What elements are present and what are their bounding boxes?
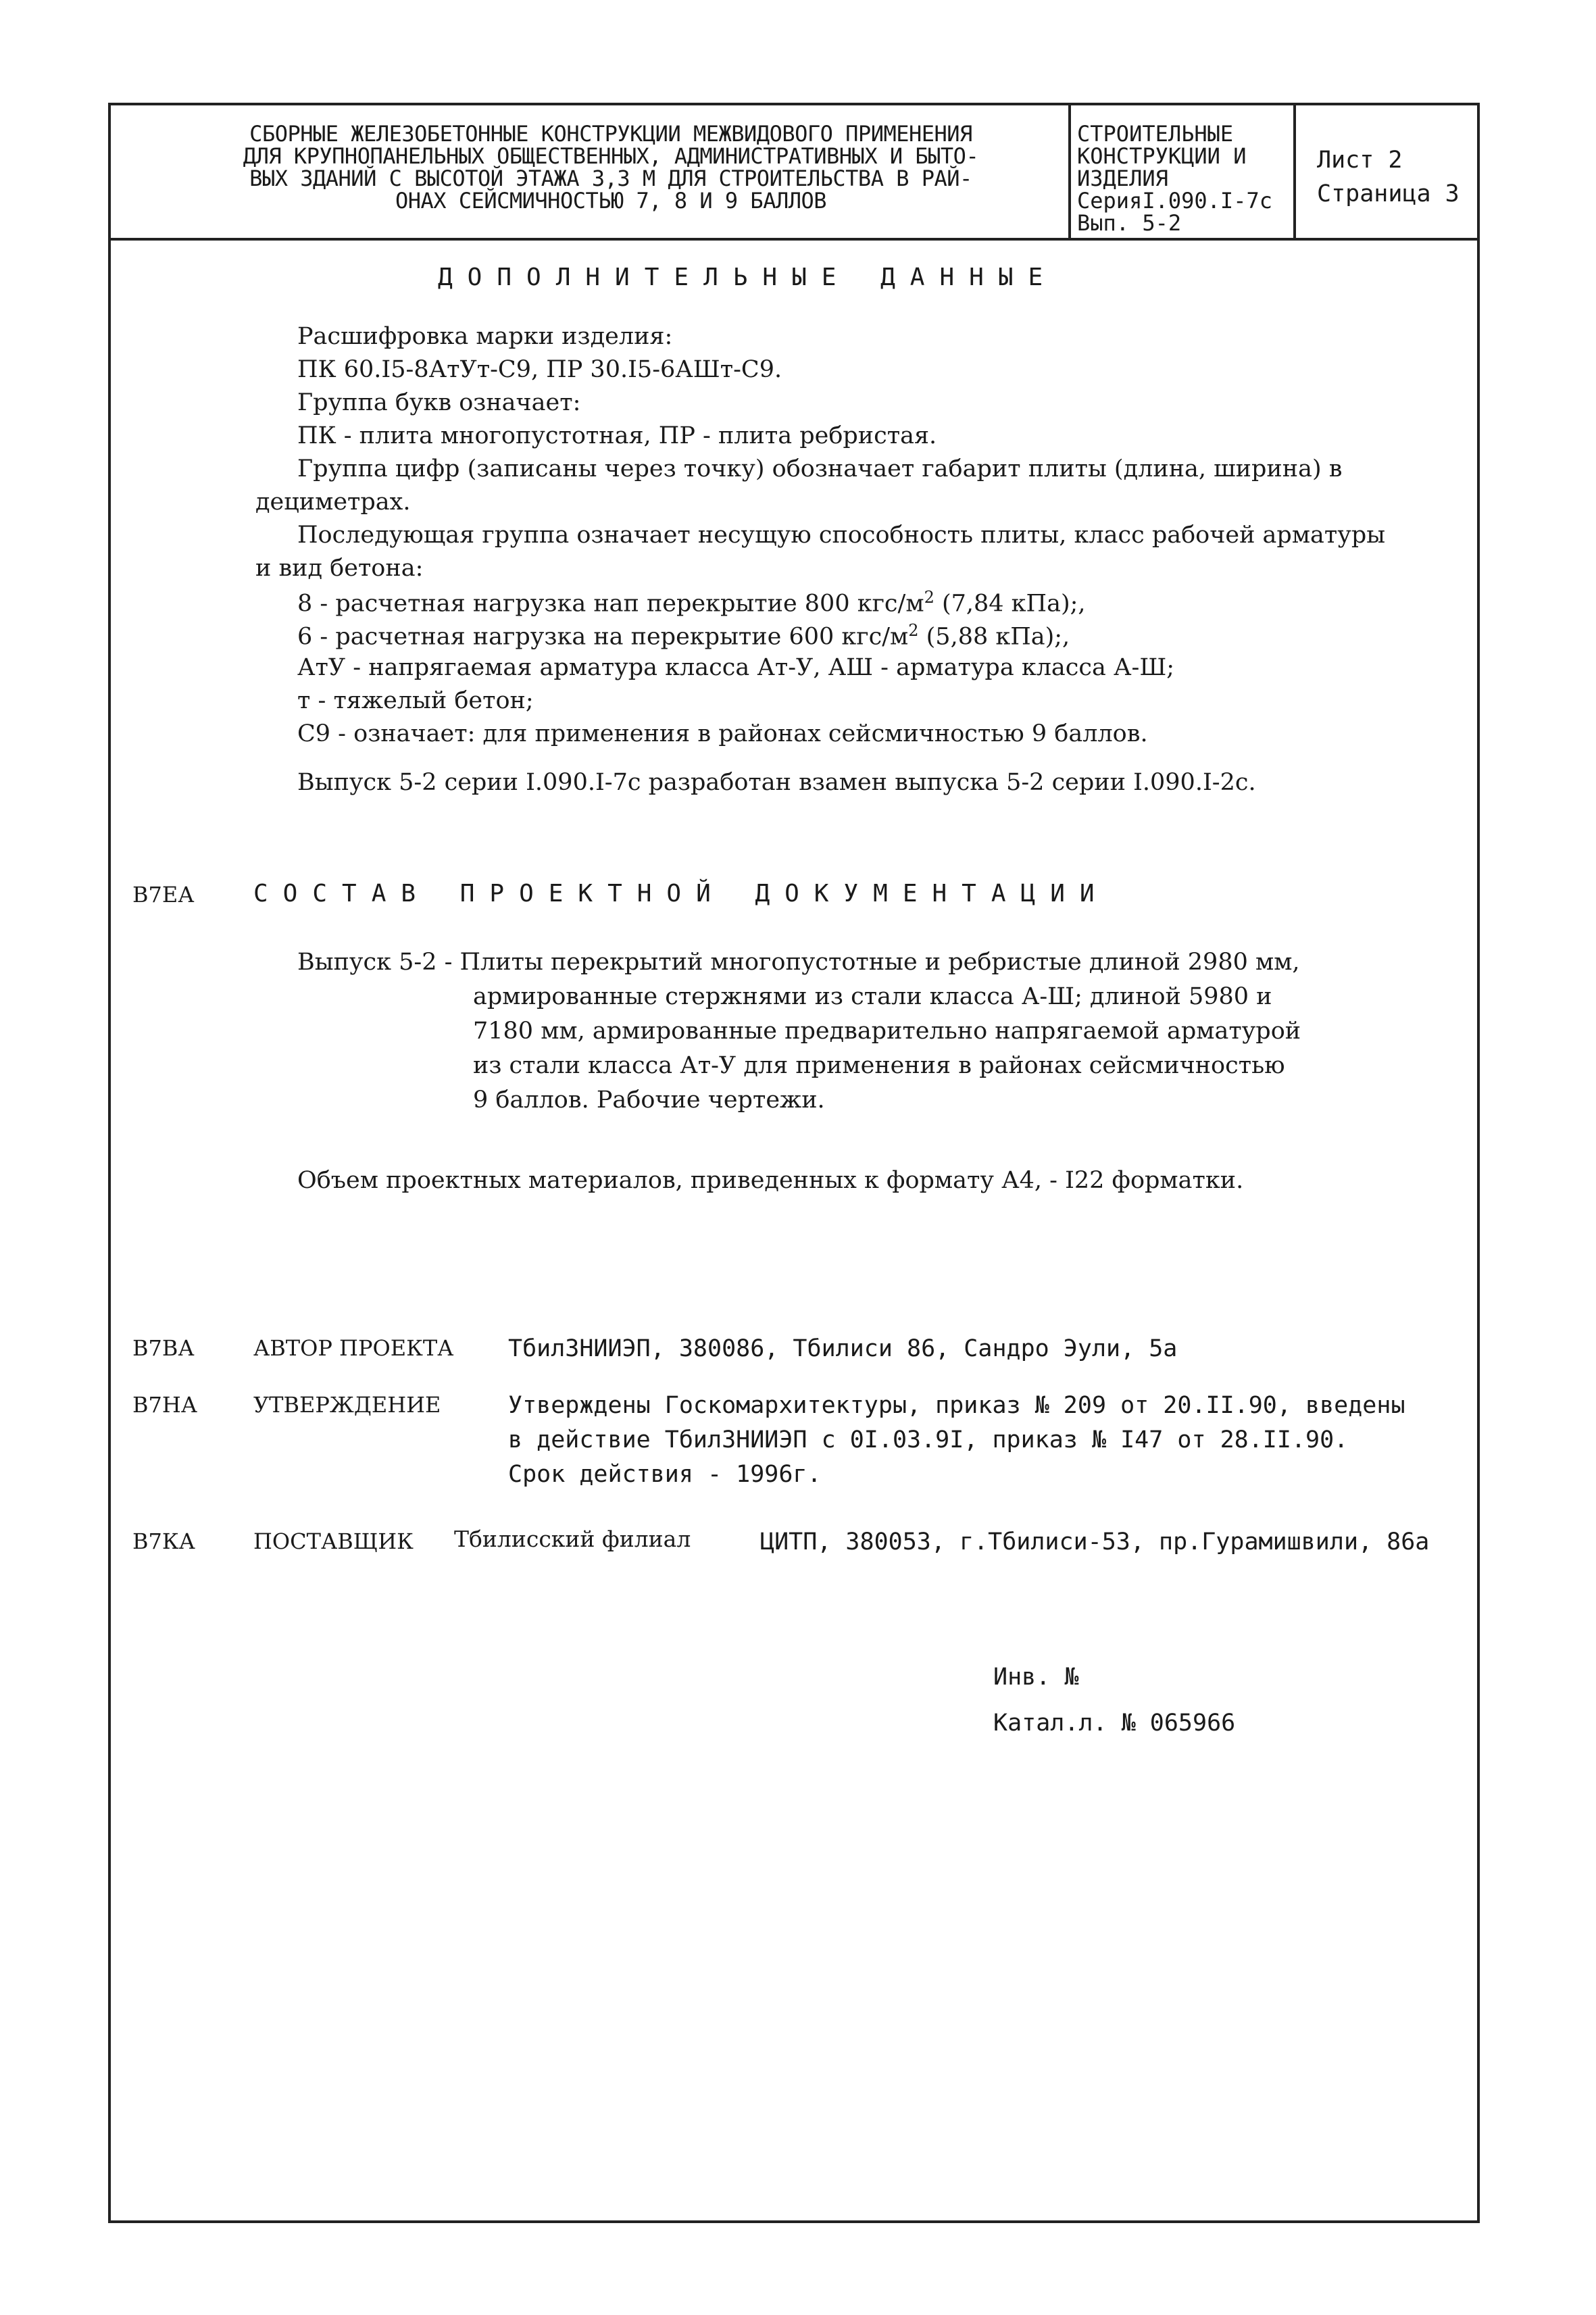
composition-heading: СОСТАВ ПРОЕКТНОЙ ДОКУМЕНТАЦИИ — [253, 880, 1109, 907]
composition-line: 9 баллов. Рабочие чертежи. — [473, 1087, 825, 1114]
section-code: В7КА — [132, 1528, 195, 1554]
header-column-divider — [1293, 105, 1296, 238]
composition-line: из стали класса Ат-У для применения в районах сейсмичностью — [473, 1052, 1285, 1079]
sheet-number: Лист 2 — [1317, 147, 1403, 174]
extra-line: дециметрах. — [255, 489, 411, 516]
extra-line: Группа букв означает: — [297, 389, 581, 416]
extra-line: ПК 60.I5-8АтУт-С9, ПР 30.I5-6АШт-С9. — [297, 356, 782, 383]
header-divider — [111, 238, 1477, 241]
composition-line: Выпуск 5-2 - Плиты перекрытий многопустотные и ребристые длиной 2980 мм, — [297, 949, 1300, 976]
extra-line: АтУ - напрягаемая арматура класса Ат-У, АШ - арматура класса А-Ш; — [297, 654, 1175, 681]
series-line: СерияI.090.I-7с — [1077, 188, 1272, 214]
header-title-line: ВЫХ ЗДАНИЙ С ВЫСОТОЙ ЭТАЖА 3,3 М ДЛЯ СТРОИТЕЛЬСТВА В РАЙ- — [249, 166, 972, 191]
extra-line: 8 - расчетная нагрузка нап перекрытие 800 кгс/$м^2$ (7,84 кПа);, — [297, 588, 1086, 618]
supplier-label: ПОСТАВЩИК — [253, 1528, 414, 1554]
header-title-line: ОНАХ СЕЙСМИЧНОСТЬЮ 7, 8 И 9 БАЛЛОВ — [395, 188, 827, 214]
extra-line: ПК - плита многопустотная, ПР - плита ребристая. — [297, 422, 937, 449]
section-code: В7ЕА — [132, 882, 195, 907]
extra-line: и вид бетона: — [255, 555, 424, 582]
extra-line: 6 - расчетная нагрузка на перекрытие 600 кгс/$м^2$ (5,88 кПа);, — [297, 621, 1070, 651]
extra-line: т - тяжелый бетон; — [297, 687, 534, 714]
extra-line: Последующая группа означает несущую способность плиты, класс рабочей арматуры — [297, 522, 1386, 549]
extra-line: Расшифровка марки изделия: — [297, 323, 673, 350]
section-code: В7ВА — [132, 1335, 195, 1361]
composition-volume: Объем проектных материалов, приведенных к формату А4, - I22 форматки. — [297, 1167, 1244, 1194]
header-title-line: СБОРНЫЕ ЖЕЛЕЗОБЕТОННЫЕ КОНСТРУКЦИИ МЕЖВИДОВОГО ПРИМЕНЕНИЯ — [249, 121, 972, 147]
approval-line: в действие ТбилЗНИИЭП с 0I.03.9I, приказ № I47 от 28.II.90. — [508, 1426, 1349, 1453]
extra-line: С9 - означает: для применения в районах сейсмичностью 9 баллов. — [297, 720, 1148, 747]
section-code: В7НА — [132, 1392, 198, 1418]
catalog-number: Катал.л. № 065966 — [993, 1710, 1236, 1737]
composition-line: 7180 мм, армированные предварительно напрягаемой арматурой — [473, 1018, 1301, 1045]
inventory-number: Инв. № — [993, 1664, 1079, 1691]
page-number: Страница 3 — [1317, 180, 1460, 207]
series-line: Вып. 5-2 — [1077, 210, 1182, 236]
header-column-divider — [1068, 105, 1071, 238]
approval-line: Утверждены Госкомархитектуры, приказ № 209 от 20.II.90, введены — [508, 1392, 1405, 1419]
header-sheet-info — [1317, 143, 1460, 211]
document-frame — [108, 103, 1480, 2223]
header-series — [1077, 123, 1293, 234]
series-line: КОНСТРУКЦИИ И — [1077, 143, 1247, 169]
header-title — [178, 123, 1043, 212]
approval-line: Срок действия - 1996г. — [508, 1461, 822, 1488]
header-title-line: ДЛЯ КРУПНОПАНЕЛЬНЫХ ОБЩЕСТВЕННЫХ, АДМИНИСТРАТИВНЫХ И БЫТО- — [243, 143, 979, 169]
supplier-branch: Тбилисский филиал — [454, 1526, 691, 1552]
series-line: СТРОИТЕЛЬНЫЕ — [1077, 121, 1234, 147]
author-label: АВТОР ПРОЕКТА — [253, 1335, 454, 1361]
composition-line: армированные стержнями из стали класса А-Ш; длиной 5980 и — [473, 983, 1272, 1010]
extra-heading: ДОПОЛНИТЕЛЬНЫЕ ДАННЫЕ — [438, 264, 1058, 291]
extra-line: Выпуск 5-2 серии I.090.I-7с разработан взамен выпуска 5-2 серии I.090.I-2с. — [297, 769, 1256, 796]
approval-label: УТВЕРЖДЕНИЕ — [253, 1392, 441, 1418]
series-line: ИЗДЕЛИЯ — [1077, 166, 1168, 191]
author-value: ТбилЗНИИЭП, 380086, Тбилиси 86, Сандро Эули, 5а — [508, 1335, 1178, 1362]
supplier-value: ЦИТП, 380053, г.Тбилиси-53, пр.Гурамишвили, 86а — [760, 1528, 1430, 1555]
extra-line: Группа цифр (записаны через точку) обозначает габарит плиты (длина, ширина) в — [297, 455, 1343, 482]
